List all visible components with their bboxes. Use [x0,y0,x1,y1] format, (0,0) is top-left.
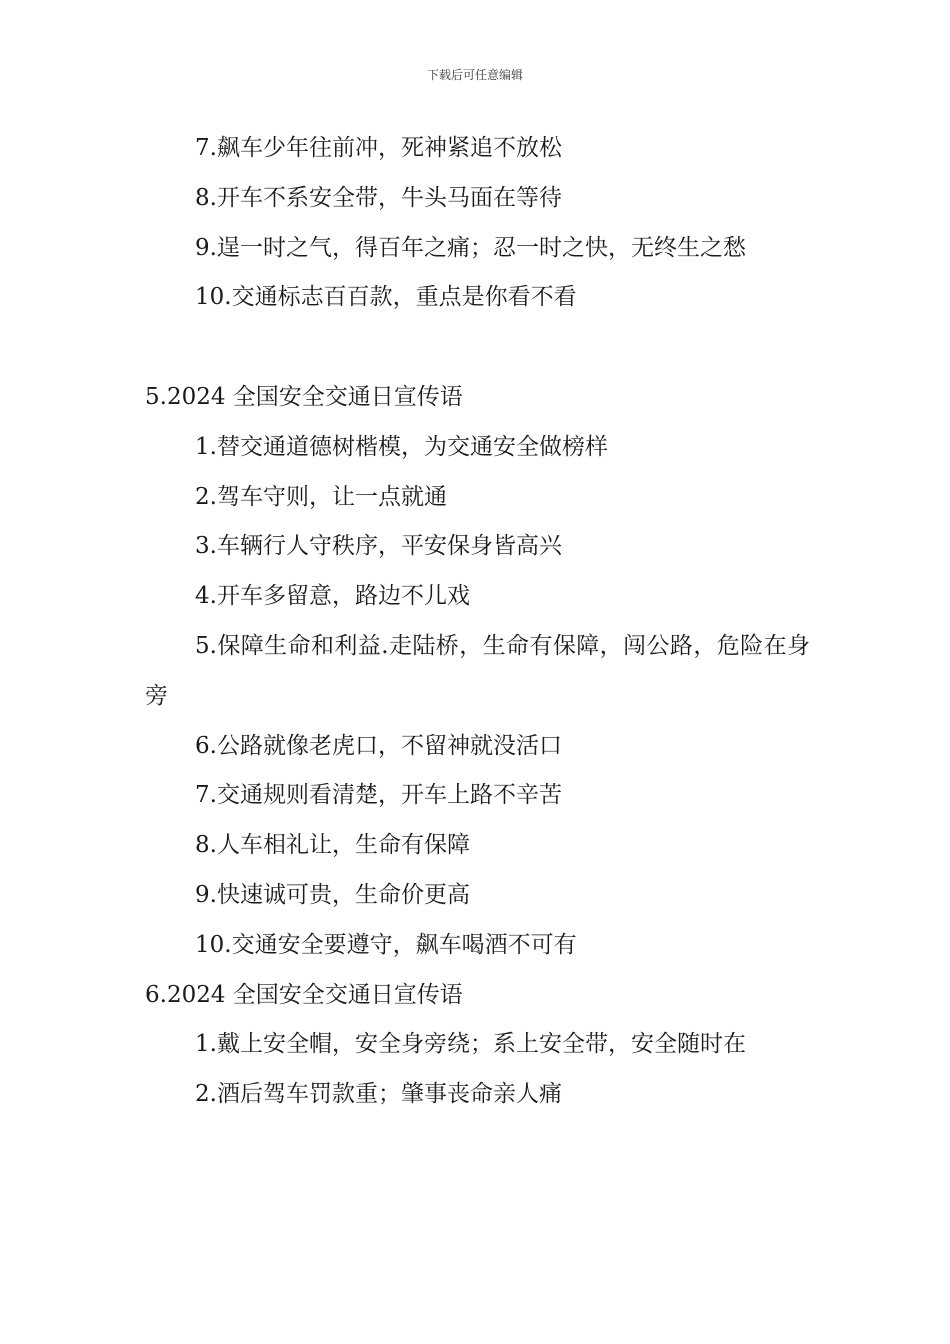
list-item: 7.飙车少年往前冲，死神紧追不放松 [195,135,562,161]
list-item: 9.逞一时之气，得百年之痛；忍一时之快，无终生之愁 [195,234,746,261]
list-item: 10.交通标志百百款，重点是你看不看 [195,284,577,311]
list-item: 5.保障生命和利益.走陆桥，生命有保障，闯公路，危险在身旁 [145,632,810,709]
list-item: 9.快速诚可贵，生命价更高 [195,881,470,908]
list-item: 1.戴上安全帽，安全身旁绕；系上安全带，安全随时在 [195,1031,746,1058]
list-item: 6.公路就像老虎口，不留神就没活口 [195,732,562,759]
list-item: 1.替交通道德树楷模，为交通安全做榜样 [195,433,608,460]
list-item: 8.开车不系安全带，牛头马面在等待 [195,184,562,211]
list-item: 10.交通安全要遵守，飙车喝酒不可有 [195,931,577,958]
list-item: 8.人车相礼让，生命有保障 [195,832,470,859]
section-heading: 5.2024 全国安全交通日宣传语 [145,383,463,410]
list-item: 4.开车多留意，路边不儿戏 [195,583,470,610]
list-item: 2.驾车守则，让一点就通 [195,483,447,510]
page-header: 下载后可任意编辑 [426,68,523,82]
list-item: 2.酒后驾车罚款重；肇事丧命亲人痛 [195,1081,562,1108]
blank-line [145,323,810,373]
section-heading: 6.2024 全国安全交通日宣传语 [145,981,463,1008]
document-body [145,124,810,1120]
list-item: 3.车辆行人守秩序，平安保身皆高兴 [195,533,562,560]
list-item: 7.交通规则看清楚，开车上路不辛苦 [195,782,562,809]
